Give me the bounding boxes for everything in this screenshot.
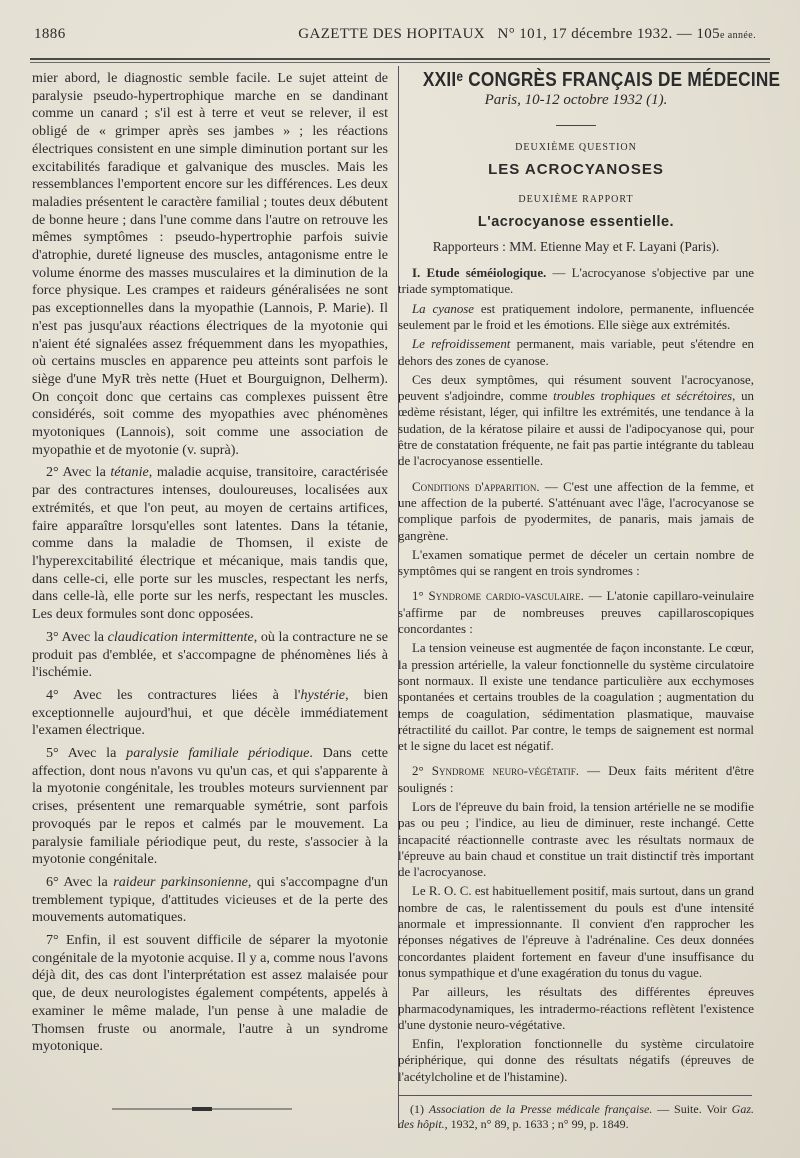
- question-title: LES ACROCYANOSES: [488, 160, 664, 178]
- paragraph-tetanie: 2° Avec la tétanie, maladie acquise, transitoire, caractérisée par des contractures intenses, douloureuses, localisées aux extrémités, et que l'on peut, au moyen de certains artifices, faire apparaître lorsqu'elles sont latentes. Dans la tétanie, comme dans la maladie de Thomsen, il existe de l'hyperexcitabilité électrique et mécanique, mais tandis que, dans celle-ci, elle porte sur les muscles, respectant les nerfs, dans celle-là, elle porte sur les nerfs, respectant les muscles. Les deux formules sont donc opposées.: [32, 464, 388, 623]
- paragraph-claudication: 3° Avec la claudication intermittente, où la contracture ne se produit pas d'emblée, et s'accompagne de phénomènes liés à l'ischémie.: [32, 628, 388, 681]
- paragraph-bain-froid: Lors de l'épreuve du bain froid, la tension artérielle ne se modifie pas ou peu ; l'indice, au lieu de diminuer, reste inchangé. Cette incapacité réactionnelle contraste avec les résultats normaux de l'épreuve au bain chaud et constitue un trait distinctif très important de l'acrocyanose.: [398, 799, 754, 880]
- section-syndrome-cardio: 1° Syndrome cardio-vasculaire. — L'atonie capillaro-veinulaire s'affirme par de nombreuses preuves capillaroscopiques concordantes :: [398, 589, 754, 637]
- paragraph-cyanose: La cyanose est pratiquement indolore, permanente, influencée seulement par le froid et les émotions. Elle siège aux extrémités.: [398, 301, 754, 332]
- congress-subtitle: Paris, 10-12 octobre 1932 (1).: [484, 92, 668, 109]
- paragraph-refroidissement: Le refroidissement permanent, mais variable, peut s'étendre en dehors des zones de cyanose.: [398, 337, 755, 368]
- rapporteurs: Rapporteurs : MM. Etienne May et F. Layani (Paris).: [432, 238, 720, 254]
- report-label: DEUXIÈME RAPPORT: [518, 194, 634, 206]
- year-suffix: e année.: [720, 30, 756, 41]
- question-label: DEUXIÈME QUESTION: [515, 141, 637, 153]
- short-rule: [556, 125, 596, 126]
- paragraph-roc: Le R. O. C. est habituellement positif, mais surtout, dans un grand nombre de cas, le ralentissement du pouls est d'une intensité anormale et impressionnante. Il convient d'en rapprocher les réponses négatives de l'épreuve à l'adrénaline. Ces deux données concordantes plaident fortement en faveur d'une insuffisance du tonus sympathique et d'une exagération du tonus du vague.: [398, 884, 754, 980]
- paragraph-examen: L'examen somatique permet de déceler un certain nombre de symptômes qui se rangent en trois syndromes :: [398, 547, 754, 579]
- page-header: [34, 26, 764, 50]
- paragraph-pharmaco: Par ailleurs, les résultats des différentes épreuves pharmacodynamiques, les intradermo-réactions reflètent l'existence d'une dystonie neuro-végétative.: [398, 985, 754, 1032]
- paragraph-enfin: Enfin, l'exploration fonctionnelle du système circulatoire périphérique, qui donne des résultats négatifs (épreuves de l'acétylcholine et de l'histamine).: [398, 1037, 754, 1084]
- paragraph-troubles: Ces deux symptômes, qui résument souvent l'acrocyanose, peuvent s'adjoindre, comme troubles trophiques et sécrétoires, un œdème résistant, léger, qui infiltre les extrémités, une tendance à la sudation, de la kératose pilaire et aussi de l'adipocyanose qui, pour être de constatation fréquente, ne fait pas partie intégrante du tableau de l'acrocyanose essentielle.: [398, 372, 754, 469]
- paragraph-hysterie: 4° Avec les contractures liées à l'hystérie, bien exceptionnelle aujourd'hui, et que décèle immédiatement l'examen électrique.: [32, 686, 388, 739]
- report-title: L'acrocyanose essentielle.: [477, 214, 675, 231]
- paragraph-myotonie-acquise: 7° Enfin, il est souvent difficile de séparer la myotonie congénitale de la myotonie acquise. Il y a, comme nous l'avons déjà dit, des cas dont l'interprétation est assez malaisée pour que, de deux neurologistes également compétents, appelés à examiner le même malade, l'un pense à une maladie de Thomsen fruste ou anormale, l'autre à un syndrome myotonique.: [32, 932, 388, 1055]
- page-number: 1886: [34, 26, 66, 42]
- footnote: (1) Association de la Presse médicale française. — Suite. Voir Gaz. des hôpit., 1932, n° 89, p. 1633 ; n° 99, p. 1849.: [398, 1102, 754, 1132]
- issue-info: N° 101, 17 décembre 1932. — 105: [497, 26, 721, 42]
- section-syndrome-neuro: 2° Syndrome neuro-végétatif. — Deux faits méritent d'être soulignés :: [398, 764, 755, 795]
- section-conditions: Conditions d'apparition. — C'est une affection de la femme, et une affection de la puberté. S'atténuant avec l'âge, l'acrocyanose se complique parfois de pyodermites, de panaris, mais jamais de gangrène.: [398, 479, 754, 543]
- paragraph-paralysie-periodique: 5° Avec la paralysie familiale périodique. Dans cette affection, dont nous n'avons vu qu'un cas, et qui s'apparente à la myotonie congénitale, les troubles moteurs surviennent par crises, présentent une remarquable symétrie, sont parfois provoqués par le repos et calmés par le mouvement. La paralysie familiale périodique peut, du reste, s'associer à la myotonie congénitale.: [32, 745, 389, 868]
- left-column: [32, 70, 388, 1056]
- section-semeiologie: I. Etude séméiologique. — L'acrocyanose s'objective par une triade symptomatique.: [398, 266, 754, 297]
- running-title: [298, 26, 756, 43]
- paragraph-tension: La tension veineuse est augmentée de façon inconstante. Le cœur, la pression artérielle, la valeur fonctionnelle du système circulatoire sont normaux. Il existe une tendance particulière aux ecchymoses spontanées et certains troubles de la coagulation ; augmentation du temps de coagulation, sédimentation plasmatique, mauvaise rétractilité du caillot. Par contre, le temps de saignement est normal et le signe du lacet est négatif.: [398, 641, 754, 754]
- end-ornament: [112, 1107, 292, 1111]
- journal-title: GAZETTE DES HOPITAUX: [298, 26, 486, 42]
- header-rule-thin: [30, 62, 770, 63]
- right-column: [398, 69, 781, 1132]
- paragraph-myopathy: mier abord, le diagnostic semble facile. Le sujet atteint de paralysie pseudo-hypertrophique marche en se dandinant comme un canard ; s'il est à terre et veut se relever, il est obligé de « grimper après ses jambes » ; les réactions électriques consistent en une simple diminution portant sur les excitabilités faradique et galvanique des muscles. Mais les ressemblances l'emportent encore sur les différences. Les deux maladies présentent le caractère familial ; toutes deux débutent de bonne heure ; dans l'une comme dans l'autre on retrouve les mêmes symptômes : pseudo-hypertrophie parfois suivie d'atrophie, dureté ligneuse des muscles, antagonisme entre le volume énorme des masses musculaires et la diminution de la force physique. Les crampes et raideurs généralisées ne sont pas exceptionnelles dans la myopathie (Lannois, P. Marie). Il n'est pas jusqu'aux réactions électriques de la myotonie qui n'aient été signalées assez fréquemment dans les myopathies, où certains muscles en apparence peu atteints sont parfois le siège d'une MyR très nette (Huet et Bourguignon, Delherm). On conçoit donc que certains cas complexes puissent être considérés, soit comme des myopathies avec phénomènes myotoniques (Lannois), soit comme une association de myopathie et de myotonie (v. suprà).: [32, 70, 388, 458]
- paragraph-parkinson: 6° Avec la raideur parkinsonienne, qui s'accompagne d'un tremblement typique, d'attitudes vicieuses et de la perte des mouvements automatiques.: [32, 873, 388, 926]
- footnote-rule: [398, 1095, 752, 1096]
- header-rule: [30, 58, 770, 60]
- congress-title: XXIIᵉ CONGRÈS FRANÇAIS DE MÉDECINE: [422, 69, 781, 91]
